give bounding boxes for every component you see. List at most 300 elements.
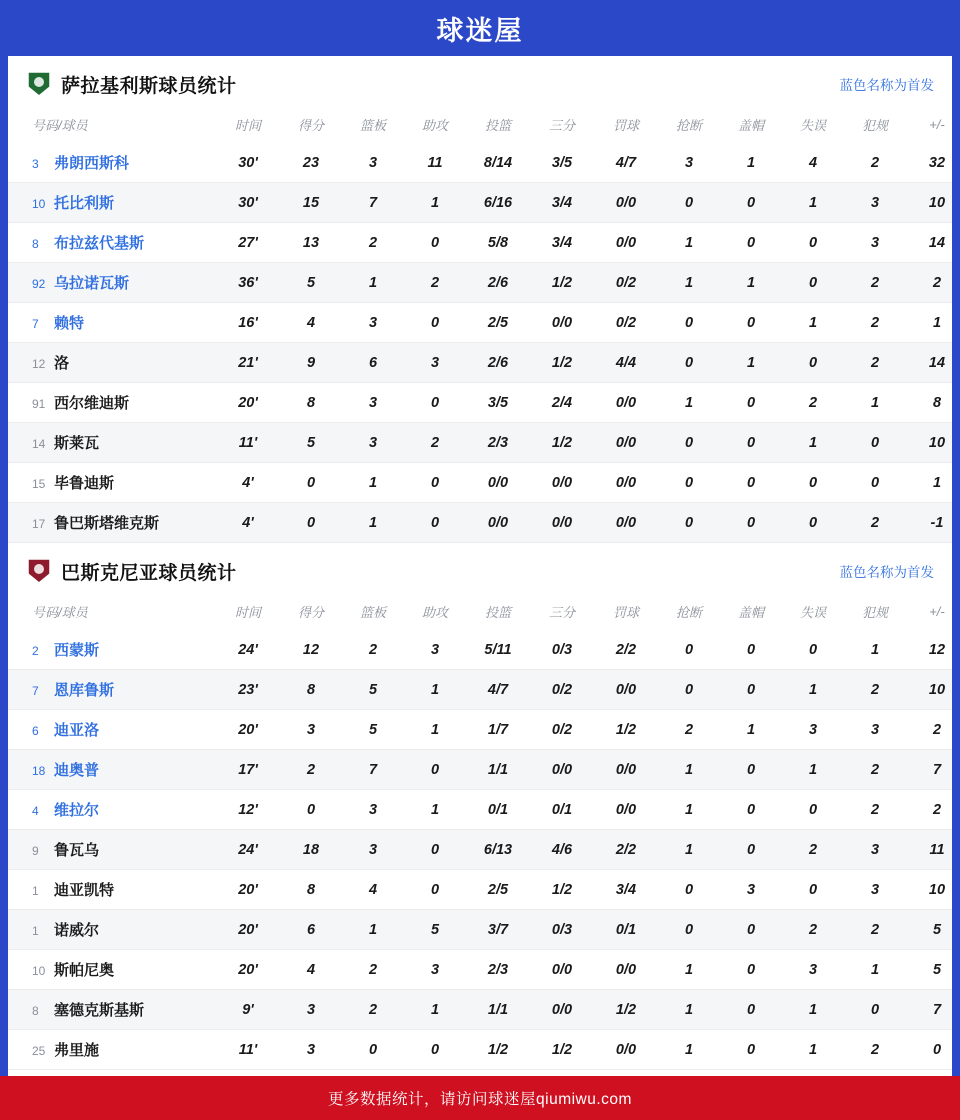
stat-cell-fg: 2/5 xyxy=(487,881,509,898)
stat-cell-pts: 8 xyxy=(306,681,316,698)
stat-cell-tp: 2/4 xyxy=(551,394,573,411)
stat-cell-pts: 3 xyxy=(306,1001,316,1018)
stat-cell-tov: 0 xyxy=(808,354,818,371)
player-name: 西尔维迪斯 xyxy=(54,395,130,412)
player-number: 7 xyxy=(32,684,39,698)
stat-cell-stl: 0 xyxy=(684,921,694,938)
stat-cell-blk: 0 xyxy=(746,761,756,778)
stat-cell-tov: 1 xyxy=(808,434,818,451)
player-cell[interactable] xyxy=(8,910,216,950)
stat-cell-pf: 0 xyxy=(870,474,880,491)
stat-cell-min: 30' xyxy=(238,154,258,171)
column-header: 号码/球员 xyxy=(32,118,88,133)
stat-cell-ast: 1 xyxy=(430,721,440,738)
stat-cell-pf: 2 xyxy=(870,514,880,531)
player-number: 8 xyxy=(32,237,39,251)
stat-cell-tov: 1 xyxy=(808,1001,818,1018)
column-header: 抢断 xyxy=(675,605,702,620)
stat-cell-pf: 2 xyxy=(870,354,880,371)
stat-cell-tp: 1/2 xyxy=(551,434,573,451)
stat-cell-pts: 8 xyxy=(306,394,316,411)
stat-cell-blk: 0 xyxy=(746,474,756,491)
stat-cell-ft: 0/0 xyxy=(615,234,637,251)
stat-cell-ft: 1/2 xyxy=(615,721,637,738)
player-number: 12 xyxy=(32,357,46,371)
stat-cell-fg: 3/7 xyxy=(487,921,509,938)
stat-cell-tov: 2 xyxy=(808,394,818,411)
stat-cell-tov: 1 xyxy=(808,1041,818,1058)
stat-cell-fg: 1/1 xyxy=(487,1001,509,1018)
stat-cell-ast: 1 xyxy=(430,681,440,698)
player-cell[interactable] xyxy=(8,223,216,263)
stat-cell-pts: 5 xyxy=(306,274,316,291)
stat-cell-stl: 0 xyxy=(684,434,694,451)
table-row[interactable] xyxy=(8,910,952,950)
stat-cell-pf: 2 xyxy=(870,761,880,778)
table-header-row xyxy=(8,108,952,143)
column-header: 助攻 xyxy=(421,605,448,620)
stat-cell-pm: 1 xyxy=(932,474,942,491)
stat-cell-ft: 0/0 xyxy=(615,434,637,451)
stat-cell-fg: 6/16 xyxy=(483,194,513,211)
table-row[interactable] xyxy=(8,630,952,670)
stat-cell-tov: 2 xyxy=(808,921,818,938)
stat-cell-reb: 0 xyxy=(368,1041,378,1058)
stat-cell-pm: 10 xyxy=(928,881,946,898)
table-row[interactable] xyxy=(8,670,952,710)
player-cell[interactable] xyxy=(8,1030,216,1070)
player-name: 布拉兹代基斯 xyxy=(54,235,145,252)
stat-cell-tov: 0 xyxy=(808,801,818,818)
stat-cell-pm: 10 xyxy=(928,194,946,211)
stat-cell-stl: 0 xyxy=(684,514,694,531)
stat-cell-ft: 1/2 xyxy=(615,1001,637,1018)
team-logo-icon xyxy=(26,70,52,98)
stat-cell-pts: 0 xyxy=(306,474,316,491)
stat-cell-tp: 4/6 xyxy=(551,841,573,858)
stat-cell-pf: 2 xyxy=(870,274,880,291)
player-cell[interactable] xyxy=(8,143,216,183)
player-cell[interactable] xyxy=(8,870,216,910)
stat-cell-pts: 6 xyxy=(306,921,316,938)
player-cell[interactable] xyxy=(8,343,216,383)
stat-cell-ft: 0/0 xyxy=(615,194,637,211)
player-number: 91 xyxy=(32,397,46,411)
stat-cell-tp: 0/0 xyxy=(551,1001,573,1018)
stat-cell-tp: 0/0 xyxy=(551,761,573,778)
stat-cell-ft: 2/2 xyxy=(615,841,637,858)
player-cell[interactable] xyxy=(8,183,216,223)
stat-cell-min: 36' xyxy=(238,274,258,291)
player-cell[interactable] xyxy=(8,263,216,303)
column-header: 抢断 xyxy=(675,118,702,133)
table-row[interactable] xyxy=(8,343,952,383)
stat-cell-pf: 1 xyxy=(870,961,880,978)
stat-cell-min: 21' xyxy=(238,354,258,371)
player-name: 鲁瓦乌 xyxy=(54,842,100,859)
stat-cell-pm: 5 xyxy=(932,961,942,978)
stat-cell-tp: 1/2 xyxy=(551,274,573,291)
stat-cell-blk: 0 xyxy=(746,514,756,531)
player-name: 恩库鲁斯 xyxy=(54,682,115,699)
stat-cell-blk: 0 xyxy=(746,1001,756,1018)
stat-cell-min: 4' xyxy=(242,514,254,531)
stat-cell-blk: 0 xyxy=(746,921,756,938)
stat-cell-tp: 0/0 xyxy=(551,961,573,978)
stat-cell-tp: 3/4 xyxy=(551,234,573,251)
starter-legend: 蓝色名称为首发 xyxy=(839,78,934,93)
stat-cell-pm: 7 xyxy=(932,1001,942,1018)
stat-cell-fg: 2/6 xyxy=(487,354,509,371)
stat-cell-tov: 3 xyxy=(808,721,818,738)
player-name: 迪亚洛 xyxy=(54,722,100,739)
stat-cell-pf: 0 xyxy=(870,434,880,451)
stat-cell-stl: 0 xyxy=(684,881,694,898)
stat-cell-pm: 0 xyxy=(932,1041,942,1058)
player-name: 迪亚凯特 xyxy=(54,882,115,899)
player-cell[interactable] xyxy=(8,830,216,870)
player-number: 25 xyxy=(32,1044,46,1058)
stat-cell-min: 12' xyxy=(238,801,258,818)
stat-cell-stl: 3 xyxy=(684,154,694,171)
player-number: 6 xyxy=(32,724,39,738)
stat-cell-reb: 2 xyxy=(368,961,378,978)
stat-cell-ast: 0 xyxy=(430,474,440,491)
brand-logo: 球迷屋 xyxy=(436,15,524,46)
stat-cell-reb: 1 xyxy=(368,514,378,531)
stat-cell-ast: 0 xyxy=(430,1041,440,1058)
player-name: 鲁巴斯塔维克斯 xyxy=(54,515,160,532)
stat-cell-ast: 0 xyxy=(430,394,440,411)
player-number: 9 xyxy=(32,844,39,858)
stat-cell-fg: 6/13 xyxy=(483,841,513,858)
stat-cell-reb: 1 xyxy=(368,921,378,938)
column-header: 篮板 xyxy=(359,118,386,133)
stat-cell-min: 4' xyxy=(242,474,254,491)
stat-cell-tov: 2 xyxy=(808,841,818,858)
stat-cell-pf: 3 xyxy=(870,881,880,898)
stat-cell-blk: 0 xyxy=(746,434,756,451)
team-stats-section xyxy=(8,543,952,1070)
stat-cell-ast: 3 xyxy=(430,961,440,978)
stat-cell-pts: 5 xyxy=(306,434,316,451)
stat-cell-pf: 2 xyxy=(870,921,880,938)
stat-cell-reb: 2 xyxy=(368,641,378,658)
column-header: 失误 xyxy=(799,118,826,133)
stat-cell-min: 11' xyxy=(238,1041,258,1058)
player-cell[interactable] xyxy=(8,630,216,670)
player-name: 弗里施 xyxy=(54,1042,100,1059)
table-header-row xyxy=(8,595,952,630)
stat-cell-blk: 0 xyxy=(746,681,756,698)
column-header: 三分 xyxy=(548,118,575,133)
stat-cell-pf: 2 xyxy=(870,1041,880,1058)
table-row[interactable] xyxy=(8,463,952,503)
stat-cell-pf: 1 xyxy=(870,641,880,658)
footer-text: 更多数据统计，请访问球迷屋qiumiwu.com xyxy=(328,1091,632,1108)
player-cell[interactable] xyxy=(8,303,216,343)
column-header: 投篮 xyxy=(484,118,511,133)
section-title: 巴斯克尼亚球员统计 xyxy=(61,562,237,584)
player-name: 斯帕尼奥 xyxy=(54,962,115,979)
stat-cell-pm: 1 xyxy=(932,314,942,331)
player-number: 3 xyxy=(32,157,39,171)
stat-cell-reb: 3 xyxy=(368,154,378,171)
table-row[interactable] xyxy=(8,710,952,750)
stat-cell-ast: 0 xyxy=(430,514,440,531)
stat-cell-min: 30' xyxy=(238,194,258,211)
player-cell[interactable] xyxy=(8,463,216,503)
stat-cell-stl: 0 xyxy=(684,354,694,371)
stat-cell-stl: 1 xyxy=(684,394,694,411)
stat-cell-stl: 1 xyxy=(684,961,694,978)
column-header: 篮板 xyxy=(359,605,386,620)
player-cell[interactable] xyxy=(8,670,216,710)
stat-cell-ft: 4/7 xyxy=(615,154,637,171)
stat-cell-pf: 2 xyxy=(870,681,880,698)
stat-cell-min: 23' xyxy=(238,681,258,698)
stat-cell-fg: 4/7 xyxy=(487,681,509,698)
stat-cell-stl: 1 xyxy=(684,841,694,858)
stat-cell-tov: 0 xyxy=(808,641,818,658)
stat-cell-stl: 1 xyxy=(684,801,694,818)
stat-cell-ft: 0/0 xyxy=(615,394,637,411)
player-name: 诺威尔 xyxy=(54,922,100,939)
stat-cell-tp: 0/0 xyxy=(551,514,573,531)
column-header: +/- xyxy=(929,604,945,619)
table-row[interactable] xyxy=(8,950,952,990)
player-name: 乌拉诺瓦斯 xyxy=(54,275,130,292)
player-cell[interactable] xyxy=(8,503,216,543)
stat-cell-blk: 0 xyxy=(746,961,756,978)
team-stats-section xyxy=(8,56,952,543)
column-header: 得分 xyxy=(297,605,324,620)
column-header: 罚球 xyxy=(612,118,639,133)
stat-cell-stl: 1 xyxy=(684,1001,694,1018)
table-row[interactable] xyxy=(8,1030,952,1070)
stat-cell-pf: 3 xyxy=(870,721,880,738)
column-header: 助攻 xyxy=(421,118,448,133)
stat-cell-blk: 0 xyxy=(746,801,756,818)
player-number: 10 xyxy=(32,197,46,211)
stat-cell-blk: 0 xyxy=(746,641,756,658)
stat-cell-min: 20' xyxy=(238,921,258,938)
stat-cell-pts: 13 xyxy=(302,234,320,251)
stat-cell-pm: 5 xyxy=(932,921,942,938)
stat-cell-ast: 5 xyxy=(430,921,440,938)
stat-cell-pts: 0 xyxy=(306,514,316,531)
column-header: 时间 xyxy=(234,118,261,133)
stat-cell-reb: 3 xyxy=(368,394,378,411)
player-cell[interactable] xyxy=(8,383,216,423)
stat-cell-tov: 4 xyxy=(808,154,818,171)
column-header: 投篮 xyxy=(484,605,511,620)
stat-cell-pts: 8 xyxy=(306,881,316,898)
stat-cell-blk: 0 xyxy=(746,234,756,251)
player-number: 8 xyxy=(32,1004,39,1018)
stat-cell-min: 24' xyxy=(238,841,258,858)
stat-cell-reb: 6 xyxy=(368,354,378,371)
stat-cell-pts: 9 xyxy=(306,354,316,371)
stat-cell-tp: 0/0 xyxy=(551,474,573,491)
stat-cell-blk: 1 xyxy=(746,721,756,738)
stat-cell-stl: 2 xyxy=(684,721,694,738)
stat-cell-fg: 3/5 xyxy=(487,394,509,411)
section-header xyxy=(8,56,952,108)
stat-cell-tov: 1 xyxy=(808,681,818,698)
table-row[interactable] xyxy=(8,223,952,263)
stat-cell-stl: 0 xyxy=(684,194,694,211)
stat-cell-reb: 2 xyxy=(368,1001,378,1018)
stat-cell-blk: 0 xyxy=(746,314,756,331)
table-row[interactable] xyxy=(8,790,952,830)
stat-cell-fg: 2/3 xyxy=(487,961,509,978)
stat-cell-pts: 15 xyxy=(302,194,320,211)
player-cell[interactable] xyxy=(8,750,216,790)
stat-cell-tov: 0 xyxy=(808,474,818,491)
stat-cell-min: 17' xyxy=(238,761,258,778)
stat-cell-pm: 8 xyxy=(932,394,942,411)
stat-cell-stl: 1 xyxy=(684,234,694,251)
team-logo-icon xyxy=(26,557,52,585)
stat-cell-pts: 18 xyxy=(302,841,320,858)
stat-cell-pm: 2 xyxy=(932,801,942,818)
stat-cell-pts: 2 xyxy=(306,761,316,778)
stat-cell-blk: 0 xyxy=(746,394,756,411)
player-number: 15 xyxy=(32,477,46,491)
player-cell[interactable] xyxy=(8,790,216,830)
stat-cell-reb: 1 xyxy=(368,474,378,491)
stat-cell-fg: 2/3 xyxy=(487,434,509,451)
stat-cell-tp: 0/2 xyxy=(551,721,573,738)
stat-cell-ft: 0/2 xyxy=(615,274,637,291)
table-row[interactable] xyxy=(8,423,952,463)
table-row[interactable] xyxy=(8,870,952,910)
stat-cell-min: 27' xyxy=(238,234,258,251)
stat-cell-stl: 1 xyxy=(684,1041,694,1058)
table-row[interactable] xyxy=(8,143,952,183)
stat-cell-tov: 0 xyxy=(808,274,818,291)
stat-cell-blk: 0 xyxy=(746,1041,756,1058)
table-row[interactable] xyxy=(8,383,952,423)
stat-cell-ast: 0 xyxy=(430,234,440,251)
stat-cell-pm: 14 xyxy=(928,234,946,251)
stat-cell-ft: 4/4 xyxy=(615,354,637,371)
stat-cell-pf: 3 xyxy=(870,194,880,211)
stat-cell-fg: 0/1 xyxy=(487,801,509,818)
table-row[interactable] xyxy=(8,830,952,870)
table-row[interactable] xyxy=(8,750,952,790)
stat-cell-ast: 11 xyxy=(427,154,443,171)
stat-cell-ast: 0 xyxy=(430,314,440,331)
column-header: 得分 xyxy=(297,118,324,133)
stat-cell-min: 20' xyxy=(238,961,258,978)
stat-cell-pts: 3 xyxy=(306,721,316,738)
stat-cell-pf: 0 xyxy=(870,1001,880,1018)
sections-host xyxy=(8,56,952,1070)
stat-cell-blk: 0 xyxy=(746,841,756,858)
stat-cell-stl: 1 xyxy=(684,274,694,291)
stat-cell-pts: 4 xyxy=(306,314,316,331)
table-row[interactable] xyxy=(8,503,952,543)
stat-cell-fg: 1/2 xyxy=(487,1041,509,1058)
player-name: 洛 xyxy=(54,355,70,372)
stat-cell-stl: 0 xyxy=(684,474,694,491)
stat-cell-tov: 0 xyxy=(808,234,818,251)
stats-card xyxy=(8,56,952,1076)
table-row[interactable] xyxy=(8,990,952,1030)
stat-cell-pf: 2 xyxy=(870,154,880,171)
player-cell[interactable] xyxy=(8,990,216,1030)
stat-cell-ast: 1 xyxy=(430,1001,440,1018)
stat-cell-pf: 1 xyxy=(870,394,880,411)
player-name: 毕鲁迪斯 xyxy=(54,475,115,492)
player-name: 迪奥普 xyxy=(54,762,100,779)
table-row[interactable] xyxy=(8,183,952,223)
player-cell[interactable] xyxy=(8,710,216,750)
player-number: 10 xyxy=(32,964,46,978)
column-header: 犯规 xyxy=(861,118,888,133)
stat-cell-reb: 3 xyxy=(368,801,378,818)
stat-cell-pm: 32 xyxy=(928,154,946,171)
stat-cell-fg: 0/0 xyxy=(487,474,509,491)
stat-cell-pm: 10 xyxy=(928,434,946,451)
stat-cell-tov: 0 xyxy=(808,514,818,531)
stat-cell-tp: 0/3 xyxy=(551,921,573,938)
player-cell[interactable] xyxy=(8,423,216,463)
stat-cell-tp: 0/1 xyxy=(551,801,573,818)
stat-cell-pf: 3 xyxy=(870,841,880,858)
stat-cell-tp: 3/5 xyxy=(551,154,573,171)
stat-cell-reb: 5 xyxy=(368,721,378,738)
stat-cell-pm: 2 xyxy=(932,274,942,291)
stat-cell-pm: 7 xyxy=(932,761,942,778)
table-row[interactable] xyxy=(8,263,952,303)
stat-cell-tov: 1 xyxy=(808,761,818,778)
stat-cell-ft: 0/0 xyxy=(615,514,637,531)
stat-cell-ft: 0/0 xyxy=(615,474,637,491)
stat-cell-fg: 0/0 xyxy=(487,514,509,531)
stat-cell-fg: 1/7 xyxy=(487,721,509,738)
player-name: 赖特 xyxy=(54,315,85,332)
player-name: 西蒙斯 xyxy=(54,642,100,659)
stat-cell-blk: 1 xyxy=(746,354,756,371)
stat-cell-ft: 0/0 xyxy=(615,761,637,778)
section-header xyxy=(8,543,952,595)
stat-cell-pm: 10 xyxy=(928,681,946,698)
player-cell[interactable] xyxy=(8,950,216,990)
player-name: 塞德克斯基斯 xyxy=(54,1002,145,1019)
stat-cell-ast: 1 xyxy=(430,194,440,211)
player-stats-table xyxy=(8,595,952,1070)
table-row[interactable] xyxy=(8,303,952,343)
stat-cell-min: 24' xyxy=(238,641,258,658)
stat-cell-tov: 3 xyxy=(808,961,818,978)
stat-cell-ft: 0/0 xyxy=(615,801,637,818)
stat-cell-blk: 3 xyxy=(746,881,756,898)
stat-cell-min: 20' xyxy=(238,394,258,411)
stat-cell-ft: 0/0 xyxy=(615,961,637,978)
stat-cell-fg: 1/1 xyxy=(487,761,509,778)
stat-cell-tp: 1/2 xyxy=(551,881,573,898)
stat-cell-min: 11' xyxy=(238,434,258,451)
player-name: 斯莱瓦 xyxy=(54,435,100,452)
stat-cell-reb: 3 xyxy=(368,434,378,451)
player-stats-table xyxy=(8,108,952,543)
stat-cell-blk: 1 xyxy=(746,154,756,171)
stat-cell-ft: 0/0 xyxy=(615,1041,637,1058)
stat-cell-min: 9' xyxy=(242,1001,254,1018)
